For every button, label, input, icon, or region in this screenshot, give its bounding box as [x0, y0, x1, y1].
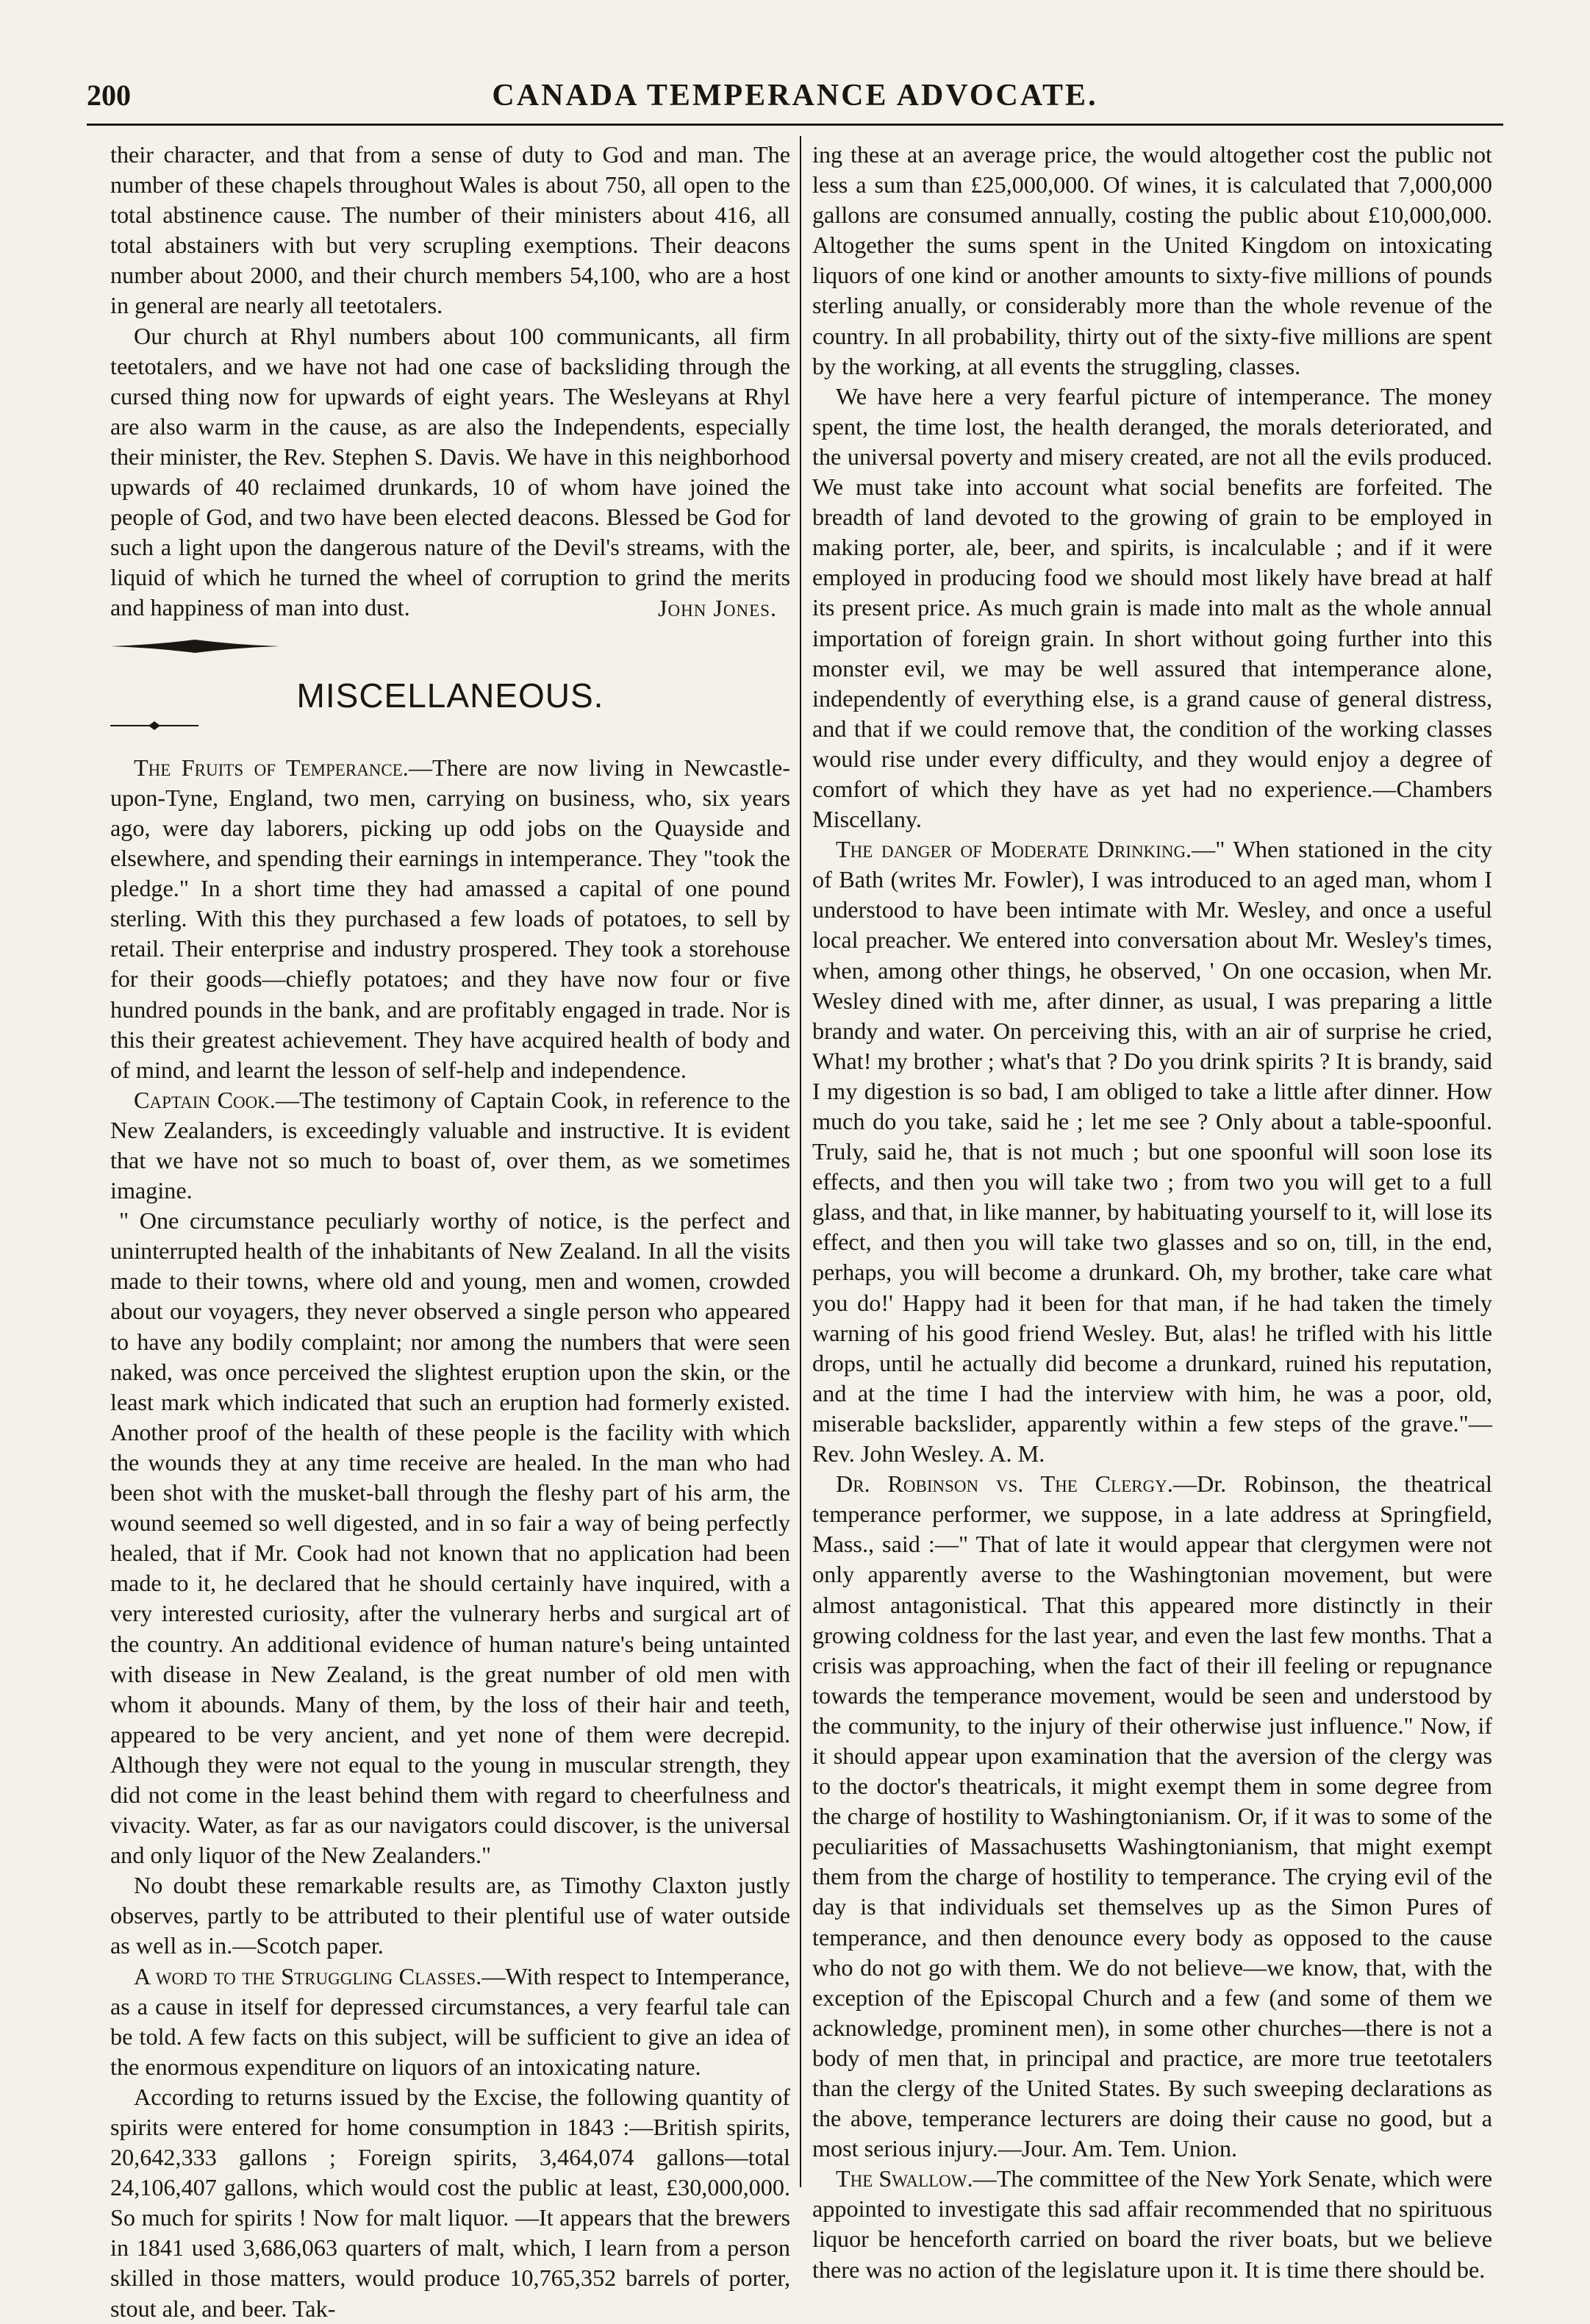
section-divider-ornament [110, 638, 279, 654]
section-title: MISCELLANEOUS. [296, 676, 604, 715]
excise-returns-paragraph: According to returns issued by the Excise, the following quantity of spirits were entered for home consumption in 1843 :—British spirits, 20,642,333 gallons ; Foreign spirits, 3,464,074 gallons—total 24,106,407 gallons, which would cost the public at least, £30,000,000. So much for spirits ! Now for malt liquor. —It appears that the brewers in 1841 used 3,686,063 quarters of malt, which, I learn from a person skilled in those matters, would produce 10,765,352 barrels of porter, stout ale, and beer. Tak- [110, 2083, 790, 2322]
article-heading: Captain Cook. [134, 1086, 276, 1113]
article-continuation-wales: their character, and that from a sense of duty to God and man. The number of these chapels throughout Wales is about 750, all open to the total abstinence cause. The number of their ministers about 416, all total abstainers with but very scrupling exemptions. Their deacons number about 2000, and their church members 54,100, who are a host in general are nearly all teetotalers. [110, 141, 790, 319]
claxton-remark: No doubt these remarkable results are, as Timothy Claxton justly observes, partly to be attributed to their plentiful use of water outside as well as in.—Scotch paper. [110, 1872, 790, 1959]
article-body: —There are now living in Newcastle-upon-Tyne, England, two men, carrying on business, who, six years ago, were day laborers, picking up odd jobs on the Quayside and elsewhere, and spending their earnings in intemperance. They "took the pledge." In a short time they had amassed a capital of one pound sterling. With this they purchased a few loads of potatoes, to sell by retail. Their enterprise and industry prospered. They took a storehouse for their goods—chiefly potatoes; and they have now four or five hundred pounds in the bank, and are profitably engaged in trade. Nor is this their greatest achievement. They have acquired health of body and of mind, and learnt the lesson of self-help and independence. [110, 754, 790, 1083]
author-signature: John Jones. [657, 594, 777, 621]
article-body: —Dr. Robinson, the theatrical temperance performer, we suppose, in a late address at Springfield, Mass., said :—" That of late it would appear that clergymen were not only apparently averse to the Washingtonian movement, but were almost antagonistical. That this appeared more distinctly in their growing coldness for the last year, and even the last few months. That a crisis was approaching, when the fact of their ill feeling or repugnance towards the temperance movement, would be seen and understood by the community, to the injury of their otherwise just influence." Now, if it should appear upon examination that the aversion of the clergy was to the doctor's theatricals, it might exempt them in some degree from the charge of hostility to Washingtonianism. Or, if it was to some of the peculiarities of Massachusetts Washingtonianism, that might exempt them from the charge of hostility to temperance. The crying evil of the day is that individuals set themselves up as the Simon Pures of temperance, and then denounce every body as opposed to the cause who do not go with them. We do not believe—we know, that, with the exception of the Episcopal Church and a few (and some of them we acknowledge, prominent men), in some other churches—there is not a body of men that, in principal and practice, are more true teetotalers than the clergy of the United States. By such sweeping declarations as the above, temperance lecturers are doing their cause no good, but a most serious injury.—Jour. Am. Tem. Union. [812, 1470, 1492, 2162]
article-moderate-drinking [812, 834, 1492, 1469]
struggling-continuation: ing these at an average price, the would altogether cost the public not less a sum than £25,000,000. Of wines, it is calculated that 7,000,000 gallons are consumed annually, costing the public about £10,000,000. Altogether the sums spent in the United Kingdom on intoxicating liquors of one kind or another amounts to sixty-five millions of pounds sterling anually, or considerably more than the whole revenue of the country. In all probability, thirty out of the sixty-five millions are spent by the working, at all events the struggling, classes. [812, 141, 1492, 379]
page-header [87, 72, 1503, 124]
article-body: —With respect to Intemperance, as a cause in itself for depressed circumstances, a very fearful tale can be told. A few facts on this subject, will be sufficient to give an idea of the enormous expenditure on liquors of an intoxicating nature. [110, 1962, 790, 2080]
article-body: —The committee of the New York Senate, which were appointed to investigate this sad affair recommended that no spirituous liquor be henceforth carried on board the river boats, but we believe there was no action of the legislature upon it. It is time there should be. [812, 2165, 1492, 2283]
page-number: 200 [87, 79, 131, 112]
article-body: —" When stationed in the city of Bath (writes Mr. Fowler), I was introduced to an aged man, whom I understood to have been intimate with Mr. Wesley, and once a useful local preacher. We entered into conversation about Mr. Wesley's times, when, among other things, he observed, ' On one occasion, when Mr. Wesley dined with me, after dinner, as usual, I was preparing a little brandy and water. On perceiving this, with an air of surprise he cried, What! my brother ; what's that ? Do you drink spirits ? It is brandy, said I my digestion is so bad, I am obliged to take a little after dinner. How much do you take, said he ; let me see ? Only about a table-spoonful. Truly, said he, that is not much ; but one spoonful will soon lose its effects, and then you will take two ; from two you will get to a full glass, and that, in like manner, by habituating yourself to it, will lose its effect, and then you will take two glasses and so on, till, in the end, perhaps, you will become a drunkard. Oh, my brother, take care what you do!' Happy had it been for that man, if he had taken the timely warning of his good friend Wesley. But, alas! he trifled with his little drops, until he actually did become a drunkard, ruined his reputation, and at the time I had the interview with him, he was a poor, old, miserable backslider, apparently within a few steps of the grave."—Rev. John Wesley. A. M. [812, 836, 1492, 1467]
article-heading: The Fruits of Temperance. [134, 754, 409, 781]
article-heading: A word to the Struggling Classes. [134, 1962, 482, 1989]
intemperance-picture-paragraph: We have here a very fearful picture of intemperance. The money spent, the time lost, the health deranged, the morals deteriorated, and the universal poverty and misery created, are not all the evils produced. We must take into account what social benefits are forfeited. The breadth of land devoted to the growing of grain to be employed in making porter, ale, beer, and spirits, is incalculable ; and if it were employed in producing food we should most likely have bread at half its present price. As much grain is made into malt as the whole annual importation of foreign grain. In short without going further into this monster evil, we may be well assured that intemperance alone, independently of everything else, is a grand cause of general distress, and that if we could remove that, the condition of the working classes would rise under every difficulty, and they would enjoy a degree of comfort of which they have as yet had no experience.—Chambers Miscellany. [812, 382, 1492, 833]
title-underline-ornament [110, 721, 198, 731]
article-struggling-classes [110, 1962, 790, 2082]
journal-title: CANADA TEMPERANCE ADVOCATE. [492, 79, 1098, 112]
right-column [812, 140, 1492, 2283]
article-heading: The Swallow. [836, 2165, 973, 2192]
article-fruits-of-temperance [110, 753, 790, 1085]
column-rule [800, 136, 801, 2187]
article-robinson-vs-clergy [812, 1469, 1492, 2164]
article-paragraph-rhyl: Our church at Rhyl numbers about 100 communicants, all firm teetotalers, and we have not had one case of backsliding through the cursed thing now for upwards of eight years. The Wesleyans at Rhyl are also warm in the cause, as are also the Independents, especially their minister, the Rev. Stephen S. Davis. We have in this neighborhood upwards of 40 reclaimed drunkards, 10 of whom have joined the people of God, and two have been elected deacons. Blessed be God for such a light upon the dangerous nature of the Devil's streams, with the liquid of which he turned the wheel of corruption to grind the merits and happiness of man into dust. [110, 322, 790, 621]
header-rule [87, 124, 1503, 126]
cook-quotation: " One circumstance peculiarly worthy of notice, is the perfect and uninterrupted health of the inhabitants of New Zealand. In all the visits made to their towns, where old and young, men and women, crowded about our voyagers, they never observed a single person who appeared to have any bodily complaint; nor among the numbers that were seen naked, was once perceived the slightest eruption upon the skin, or the least mark which indicated that such an eruption had formerly existed. Another proof of the health of these people is the facility with which the wounds they at any time receive are healed. In the man who had been shot with the musket-ball through the fleshy part of his arm, the wound seemed so well digested, and in so fair a way of being perfectly healed, that if Mr. Cook had not known that no application had been made to it, he declared that he should certainly have inquired, with a very interested curiosity, after the vulnerary herbs and surgical art of the country. An additional evidence of human nature's being untainted with disease in New Zealand, is the great number of old men with whom it abounds. Many of them, by the loss of their hair and teeth, appeared to be very ancient, and yet none of them were decrepid. Although they were not equal to the young in muscular strength, they did not come in the least behind them with regard to cheerfulness and vivacity. Water, as far as our navigators could discover, is the universal and only liquor of the New Zealanders." [110, 1207, 790, 1869]
article-the-swallow [812, 2164, 1492, 2284]
article-heading: The danger of Moderate Drinking. [836, 836, 1192, 863]
left-column [110, 140, 790, 2322]
article-body: —The testimony of Captain Cook, in reference to the New Zealanders, is exceedingly valuable and instructive. It is evident that we have not so much to boast of, over them, as we sometimes imagine. [110, 1086, 790, 1204]
article-captain-cook [110, 1085, 790, 1206]
article-heading: Dr. Robinson vs. The Clergy. [836, 1470, 1173, 1498]
